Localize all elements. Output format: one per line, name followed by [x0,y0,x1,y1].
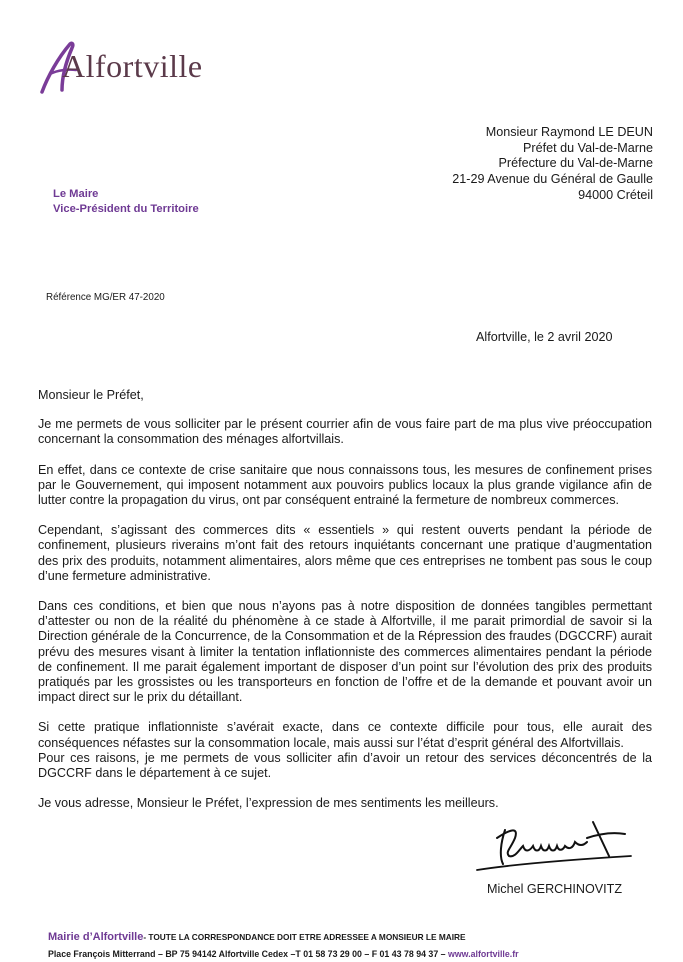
salutation: Monsieur le Préfet, [38,388,144,402]
recipient-street: 21-29 Avenue du Général de Gaulle [452,172,653,187]
paragraph-consequences: Si cette pratique inflationniste s’avérait exacte, dans ce contexte difficile pour tous, elle aurait des conséquences néfastes sur la consommation locale, mais aussi sur l’état d’esprit général des Alfortvillais. [38,720,652,750]
footer-address: Place François Mitterrand – BP 75 94142 Alfortville Cedex –T 01 58 73 29 00 – F 01 43 78 94 37 – [48,949,448,959]
footer-website-link[interactable]: www.alfortville.fr [448,949,519,959]
logo-text: Alfortville [62,48,203,84]
handwritten-signature [475,812,635,876]
letter-date: Alfortville, le 2 avril 2020 [476,330,613,344]
recipient-city: 94000 Créteil [578,187,653,202]
reference-line: Référence MG/ER 47-2020 [46,292,165,303]
recipient-office: Préfecture du Val-de-Marne [498,156,653,171]
paragraph-request: Dans ces conditions, et bien que nous n’ayons pas à notre disposition de données tangibles permettant d’attester ou non de la réalité du phénomène à ce stade à Alfortville, il me parait primordial de savoir si la Direction générale de la Concurrence, de la Consommation et de la Répression des fraudes (DGCCRF) aurait prévu des mesures visant à limiter la tentation inflationniste des commerces alimentaires pendant la période de confinement. Il me parait également important de disposer d’un point sur l’évolution des prix des produits pratiqués par les grossistes ou les transporteurs en fonction de l’offre et de la demande et pouvant avoir un impact direct sur le prix du détaillant. [38,599,652,705]
paragraph-concern: Cependant, s’agissant des commerces dits « essentiels » qui restent ouverts pendant la période de confinement, plusieurs riverains m’ont fait des retours inquiétants concernant une pratique d’augmentation des prix des produits, notamment alimentaires, alors même que ces entreprises ne tombent pas sous le coup d’une fermeture administrative. [38,523,652,583]
paragraph-intro: Je me permets de vous solliciter par le présent courrier afin de vous faire part de ma plus vive préoccupation concernant la consommation des ménages alfortvillais. [38,417,652,447]
letter-footer [48,929,519,962]
footer-notice: - TOUTE LA CORRESPONDANCE DOIT ETRE ADRESSEE A MONSIEUR LE MAIRE [143,932,466,942]
sender-title: Le Maire [53,188,99,200]
recipient-address [452,125,653,204]
letter-body [38,388,652,826]
recipient-title: Préfet du Val-de-Marne [523,140,653,155]
paragraph-solicitation: Pour ces raisons, je me permets de vous solliciter afin d’avoir un retour des services déconcentrés de la DGCCRF dans le département à ce sujet. [38,750,652,781]
sender-subtitle: Vice-Président du Territoire [53,203,199,215]
footer-mairie: Mairie d’Alfortville [48,931,144,943]
paragraph-closing: Je vous adresse, Monsieur le Préfet, l’expression de mes sentiments les meilleurs. [38,796,499,811]
signer-name: Michel GERCHINOVITZ [487,882,623,896]
sender-block [53,187,199,217]
recipient-name: Monsieur Raymond LE DEUN [485,125,653,139]
city-logo [36,36,226,98]
paragraph-context: En effet, dans ce contexte de crise sanitaire que nous connaissons tous, les mesures de confinement prises par le Gouvernement, qui imposent notamment aux pouvoirs publics locaux la plus grande vigilance afin de lutter contre la propagation du virus, ont par conséquent entrainé la fermeture de nombreux commerces. [38,462,652,508]
